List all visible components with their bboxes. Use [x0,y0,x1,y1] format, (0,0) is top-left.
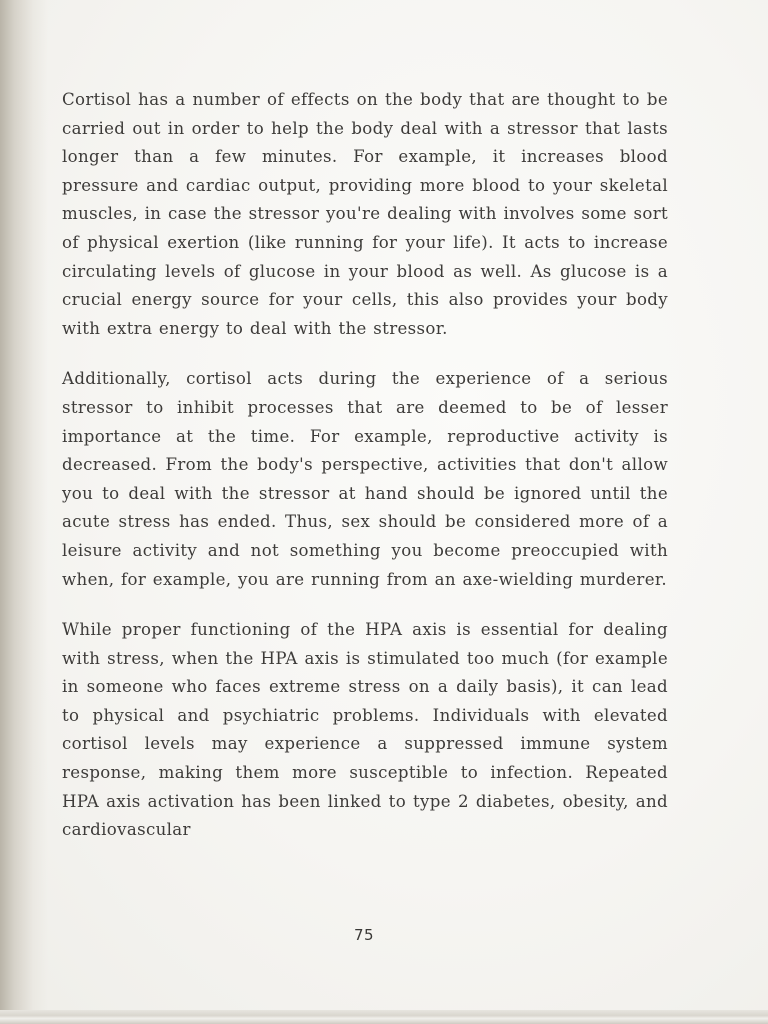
page-number: 75 [353,926,375,944]
page-edge-stack [0,1010,768,1024]
book-spine-shadow [0,0,48,1024]
paragraph-cortisol-effects: Cortisol has a number of effects on the body that are thought to be carried out in order to help the body deal with a stressor that lasts longer than a few minutes. For example, it increases blood pressure and cardiac output, providing more blood to your skeletal muscles, in case the stressor you're dealing with involves some sort of physical exertion (like running for your life). It acts to increase circulating levels of glucose in your blood as well. As glucose is a crucial energy source for your cells, this also provides your body with extra energy to deal with the stressor. [62,90,668,338]
paragraph-cortisol-inhibition: Additionally, cortisol acts during the experience of a serious stressor to inhibit processes that are deemed to be of lesser importance at the time. For example, reproductive activity is decreased. From the body's perspective, activities that don't allow you to deal with the stressor at hand should be ignored until the acute stress has ended. Thus, sex should be considered more of a leisure activity and not something you become preoccupied with when, for example, you are running from an axe-wielding murderer. [62,369,668,589]
page-text [62,86,668,867]
paragraph-hpa-axis: While proper functioning of the HPA axis is essential for dealing with stress, when the HPA axis is stimulated too much (for example in someone who faces extreme stress on a daily basis), it can lead to physical and psychiatric problems. Individuals with elevated cortisol levels may experience a suppressed immune system response, making them more susceptible to infection. Repeated HPA axis activation has been linked to type 2 diabetes, obesity, and cardiovascular [62,620,668,840]
